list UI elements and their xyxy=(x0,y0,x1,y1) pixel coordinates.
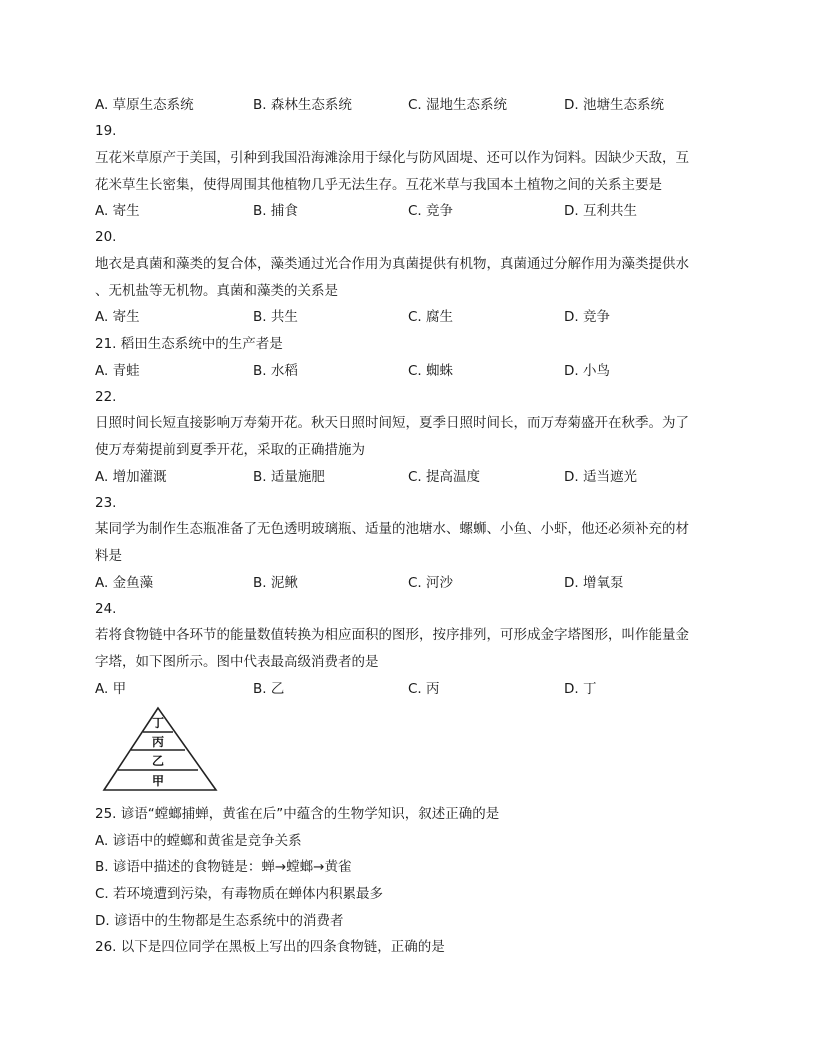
q18-option-a: A. 草原生态系统 xyxy=(95,97,194,113)
q24-option-d: D. 丁 xyxy=(564,681,597,697)
q20-stem-line2: 、无机盐等无机物。真菌和藻类的关系是 xyxy=(95,283,338,299)
q22-stem-line1: 日照时间长短直接影响万寿菊开花。秋天日照时间短，夏季日照时间长，而万寿菊盛开在秋季。为了 xyxy=(95,415,689,431)
q18-option-d: D. 池塘生态系统 xyxy=(564,97,664,113)
q21-option-d: D. 小鸟 xyxy=(564,363,610,379)
pyramid-label-ding: 丁 xyxy=(151,716,165,730)
q19-option-b: B. 捕食 xyxy=(253,203,298,219)
q18-options xyxy=(95,96,735,114)
q21-option-a: A. 青蛙 xyxy=(95,363,140,379)
q22-option-b: B. 适量施肥 xyxy=(253,469,325,485)
q25-option-a: A. 谚语中的螳螂和黄雀是竞争关系 xyxy=(95,833,302,849)
q19-options xyxy=(95,202,735,220)
q20-option-b: B. 共生 xyxy=(253,309,298,325)
q20-number: 20. xyxy=(95,229,117,245)
energy-pyramid-figure xyxy=(100,706,220,794)
q23-option-d: D. 增氧泵 xyxy=(564,575,624,591)
q23-option-c: C. 河沙 xyxy=(408,575,454,591)
q19-stem-line1: 互花米草原产于美国，引种到我国沿海滩涂用于绿化与防风固堤、还可以作为饲料。因缺少天敌，互 xyxy=(95,150,689,166)
q24-stem-line1: 若将食物链中各环节的能量数值转换为相应面积的图形，按序排列，可形成金字塔图形，叫作能量金 xyxy=(95,627,689,643)
q22-stem-line2: 使万寿菊提前到夏季开花，采取的正确措施为 xyxy=(95,442,365,458)
q24-option-b: B. 乙 xyxy=(253,681,285,697)
q23-number: 23. xyxy=(95,495,117,511)
q22-option-d: D. 适当遮光 xyxy=(564,469,637,485)
q19-option-c: C. 竞争 xyxy=(408,203,454,219)
q25-option-b: B. 谚语中描述的食物链是：蝉→螳螂→黄雀 xyxy=(95,859,352,875)
q22-options xyxy=(95,468,735,486)
q25-stem: 25. 谚语“螳螂捕蝉，黄雀在后”中蕴含的生物学知识，叙述正确的是 xyxy=(95,806,500,822)
q20-stem-line1: 地衣是真菌和藻类的复合体，藻类通过光合作用为真菌提供有机物，真菌通过分解作用为藻类提供水 xyxy=(95,256,689,272)
q23-stem-line2: 料是 xyxy=(95,548,122,564)
q19-number: 19. xyxy=(95,123,117,139)
q22-option-a: A. 增加灌溉 xyxy=(95,469,167,485)
q24-stem-line2: 字塔，如下图所示。图中代表最高级消费者的是 xyxy=(95,654,379,670)
q22-number: 22. xyxy=(95,389,117,405)
q21-stem: 21. 稻田生态系统中的生产者是 xyxy=(95,336,283,352)
q18-option-c: C. 湿地生态系统 xyxy=(408,97,508,113)
q21-options xyxy=(95,362,735,380)
q23-option-b: B. 泥鳅 xyxy=(253,575,298,591)
q20-option-c: C. 腐生 xyxy=(408,309,454,325)
q24-number: 24. xyxy=(95,601,117,617)
q23-options xyxy=(95,574,735,592)
q25-option-c: C. 若环境遭到污染，有毒物质在蝉体内积累最多 xyxy=(95,886,384,902)
q18-option-b: B. 森林生态系统 xyxy=(253,97,352,113)
q24-option-c: C. 丙 xyxy=(408,681,440,697)
q24-options xyxy=(95,680,735,698)
q20-options xyxy=(95,308,735,326)
q21-option-b: B. 水稻 xyxy=(253,363,298,379)
q19-option-a: A. 寄生 xyxy=(95,203,140,219)
q19-stem-line2: 花米草生长密集，使得周围其他植物几乎无法生存。互花米草与我国本土植物之间的关系主要是 xyxy=(95,177,662,193)
q23-stem-line1: 某同学为制作生态瓶准备了无色透明玻璃瓶、适量的池塘水、螺蛳、小鱼、小虾，他还必须补充的材 xyxy=(95,521,689,537)
pyramid-label-yi: 乙 xyxy=(151,754,165,768)
q26-stem: 26. 以下是四位同学在黑板上写出的四条食物链，正确的是 xyxy=(95,939,445,955)
q23-option-a: A. 金鱼藻 xyxy=(95,575,154,591)
q24-option-a: A. 甲 xyxy=(95,681,127,697)
pyramid-label-jia: 甲 xyxy=(151,774,165,788)
q22-option-c: C. 提高温度 xyxy=(408,469,481,485)
q19-option-d: D. 互利共生 xyxy=(564,203,637,219)
q20-option-a: A. 寄生 xyxy=(95,309,140,325)
q25-option-d: D. 谚语中的生物都是生态系统中的消费者 xyxy=(95,913,344,929)
q20-option-d: D. 竞争 xyxy=(564,309,610,325)
q21-option-c: C. 蜘蛛 xyxy=(408,363,454,379)
pyramid-label-bing: 丙 xyxy=(151,735,165,749)
